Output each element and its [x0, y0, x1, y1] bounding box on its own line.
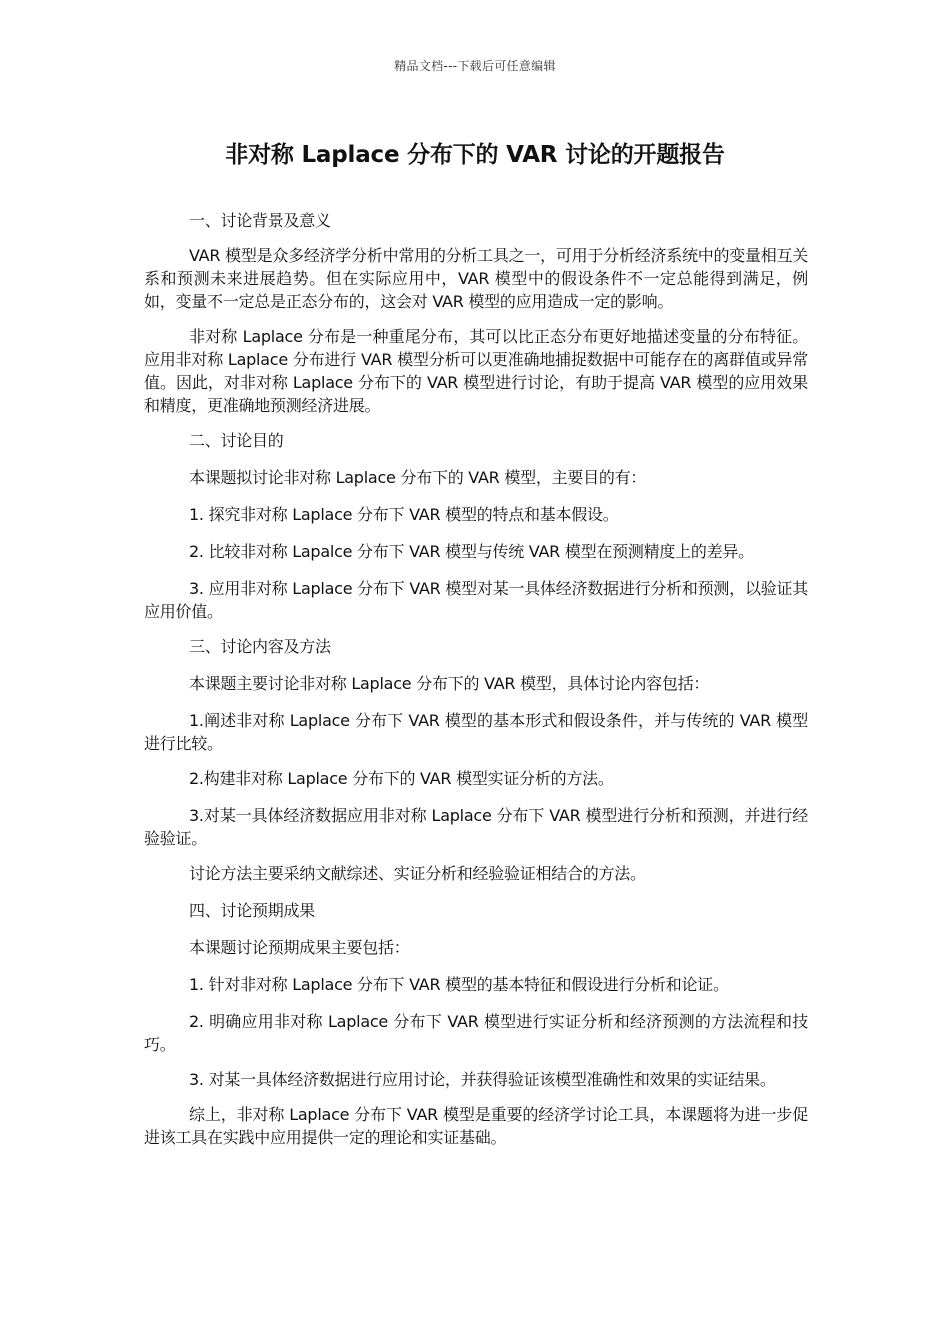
- list-item: 2. 明确应用非对称 Laplace 分布下 VAR 模型进行实证分析和经济预测的方法流程和技巧。: [144, 1012, 808, 1054]
- document-title: 非对称 Laplace 分布下的 VAR 讨论的开题报告: [225, 142, 725, 168]
- paragraph: 本课题拟讨论非对称 Laplace 分布下的 VAR 模型，主要目的有：: [189, 468, 647, 487]
- list-item: 1. 针对非对称 Laplace 分布下 VAR 模型的基本特征和假设进行分析和论证。: [189, 975, 729, 994]
- paragraph: VAR 模型是众多经济学分析中常用的分析工具之一，可用于分析经济系统中的变量相互关系和预测未来进展趋势。但在实际应用中，VAR 模型中的假设条件不一定总能得到满足，例如，变量不一定总是正态分布的，这会对 VAR 模型的应用造成一定的影响。: [144, 246, 808, 311]
- list-item: 3.对某一具体经济数据应用非对称 Laplace 分布下 VAR 模型进行分析和预测，并进行经验验证。: [144, 806, 808, 848]
- list-item: 3. 应用非对称 Laplace 分布下 VAR 模型对某一具体经济数据进行分析和预测，以验证其应用价值。: [144, 579, 808, 621]
- paragraph: 本课题讨论预期成果主要包括：: [189, 938, 410, 957]
- paragraph-conclusion: 综上，非对称 Laplace 分布下 VAR 模型是重要的经济学讨论工具，本课题将为进一步促进该工具在实践中应用提供一定的理论和实证基础。: [144, 1105, 808, 1147]
- section-heading-background: 一、讨论背景及意义: [189, 211, 331, 230]
- list-item: 3. 对某一具体经济数据进行应用讨论，并获得验证该模型准确性和效果的实证结果。: [189, 1070, 776, 1089]
- header-note: 精品文档---下载后可任意编辑: [394, 59, 556, 73]
- document-body: [144, 209, 808, 1161]
- paragraph: 讨论方法主要采纳文献综述、实证分析和经验验证相结合的方法。: [189, 864, 646, 883]
- list-item: 1. 探究非对称 Laplace 分布下 VAR 模型的特点和基本假设。: [189, 505, 619, 524]
- section-heading-purpose: 二、讨论目的: [189, 431, 284, 450]
- section-heading-outcomes: 四、讨论预期成果: [189, 901, 316, 920]
- paragraph: 非对称 Laplace 分布是一种重尾分布，其可以比正态分布更好地描述变量的分布特征。应用非对称 Laplace 分布进行 VAR 模型分析可以更准确地捕捉数据中可能存在的离群值或异常值。因此，对非对称 Laplace 分布下的 VAR 模型进行讨论，有助于提高 VAR 模型的应用效果和精度，更准确地预测经济进展。: [144, 327, 808, 415]
- list-item: 1.阐述非对称 Laplace 分布下 VAR 模型的基本形式和假设条件，并与传统的 VAR 模型进行比较。: [144, 711, 808, 753]
- section-heading-content: 三、讨论内容及方法: [189, 637, 331, 656]
- list-item: 2.构建非对称 Laplace 分布下的 VAR 模型实证分析的方法。: [189, 769, 614, 788]
- paragraph: 本课题主要讨论非对称 Laplace 分布下的 VAR 模型，具体讨论内容包括：: [189, 674, 710, 693]
- list-item: 2. 比较非对称 Lapalce 分布下 VAR 模型与传统 VAR 模型在预测精度上的差异。: [189, 542, 754, 561]
